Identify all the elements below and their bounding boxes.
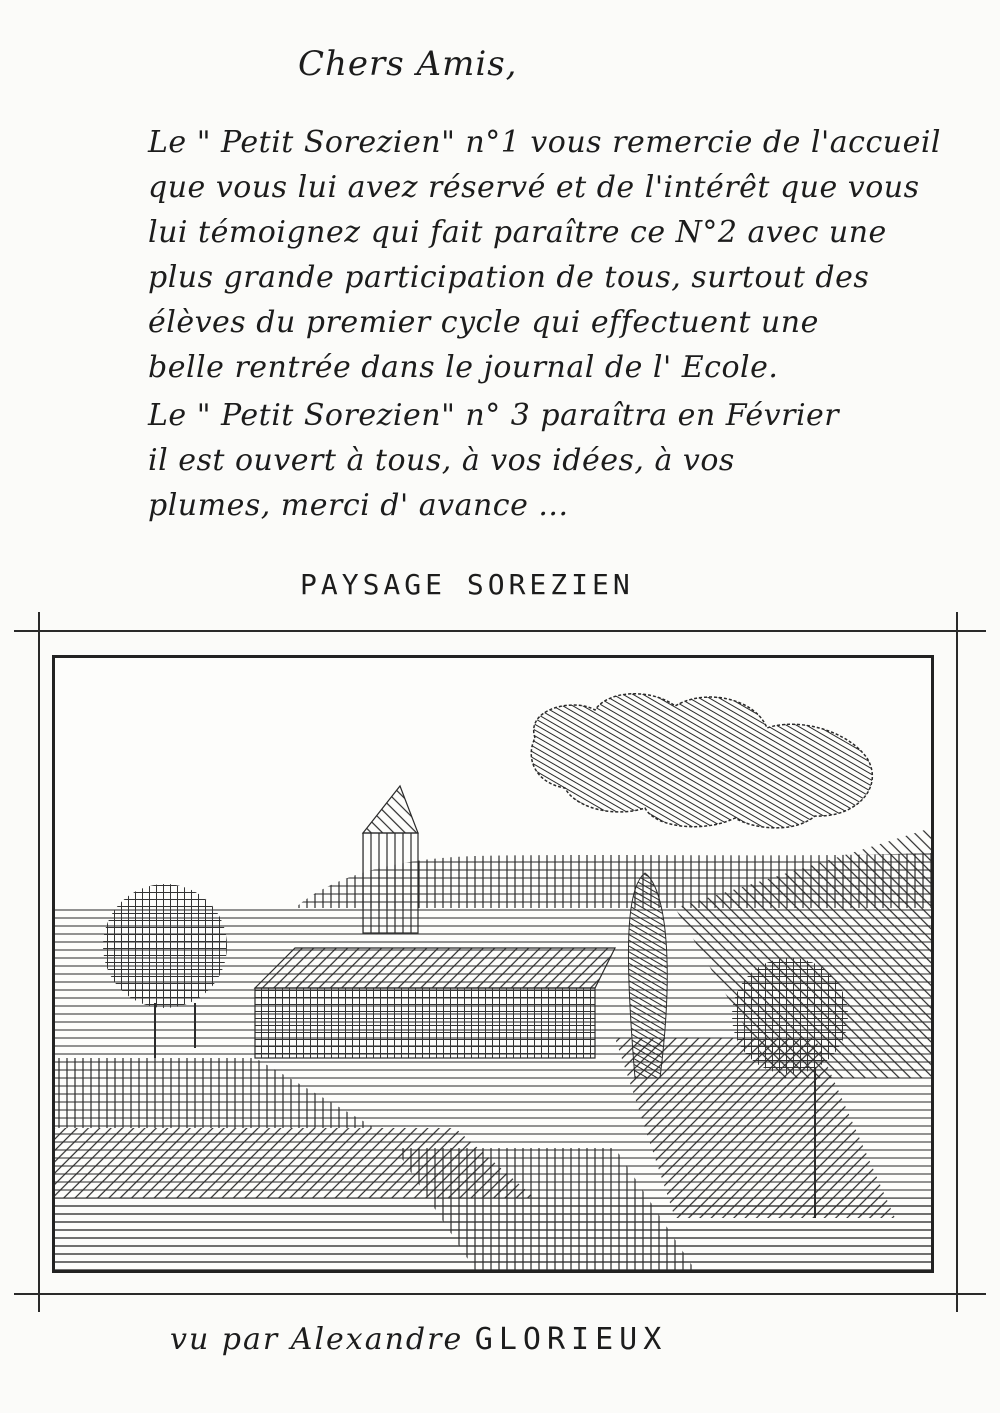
cloud-shape — [531, 694, 872, 828]
tree-right-crown — [732, 958, 848, 1074]
letter-line: Le " Petit Sorezien" n°1 vous remercie de l'accueil — [148, 125, 942, 160]
letter-line: belle rentrée dans le journal de l' Ecole. — [148, 350, 779, 385]
landscape-drawing — [52, 655, 934, 1273]
letter-line: que vous lui avez réservé et de l'intérêt que vous — [148, 170, 920, 205]
landscape-illustration — [55, 658, 931, 1270]
abbey-wall — [255, 988, 595, 1058]
letter-greeting: Chers Amis, — [298, 44, 518, 84]
letter-paragraph-2 — [148, 393, 968, 528]
frame-bottom-rule — [14, 1293, 986, 1295]
letter-line: plumes, merci d' avance ... — [148, 488, 569, 523]
letter-line: élèves du premier cycle qui effectuent une — [148, 305, 819, 340]
church-tower — [363, 833, 418, 933]
frame-top-rule — [14, 630, 986, 632]
abbey-roof — [255, 948, 615, 988]
tree-left-crown — [103, 884, 227, 1008]
letter-line: il est ouvert à tous, à vos idées, à vos — [148, 443, 735, 478]
letter-line: plus grande participation de tous, surtout des — [148, 260, 870, 295]
letter-line: Le " Petit Sorezien" n° 3 paraîtra en Février — [148, 398, 840, 433]
letter-line: lui témoignez qui fait paraître ce N°2 avec une — [148, 215, 887, 250]
credit-surname: GLORIEUX — [474, 1322, 668, 1357]
church-spire — [363, 786, 418, 833]
frame-left-rule — [38, 612, 40, 1312]
drawing-title: PAYSAGE SOREZIEN — [300, 568, 634, 601]
frame-right-rule — [956, 612, 958, 1312]
drawing-credit — [170, 1322, 667, 1357]
credit-prefix: vu par Alexandre — [170, 1322, 464, 1357]
letter-paragraph-1 — [148, 120, 968, 390]
